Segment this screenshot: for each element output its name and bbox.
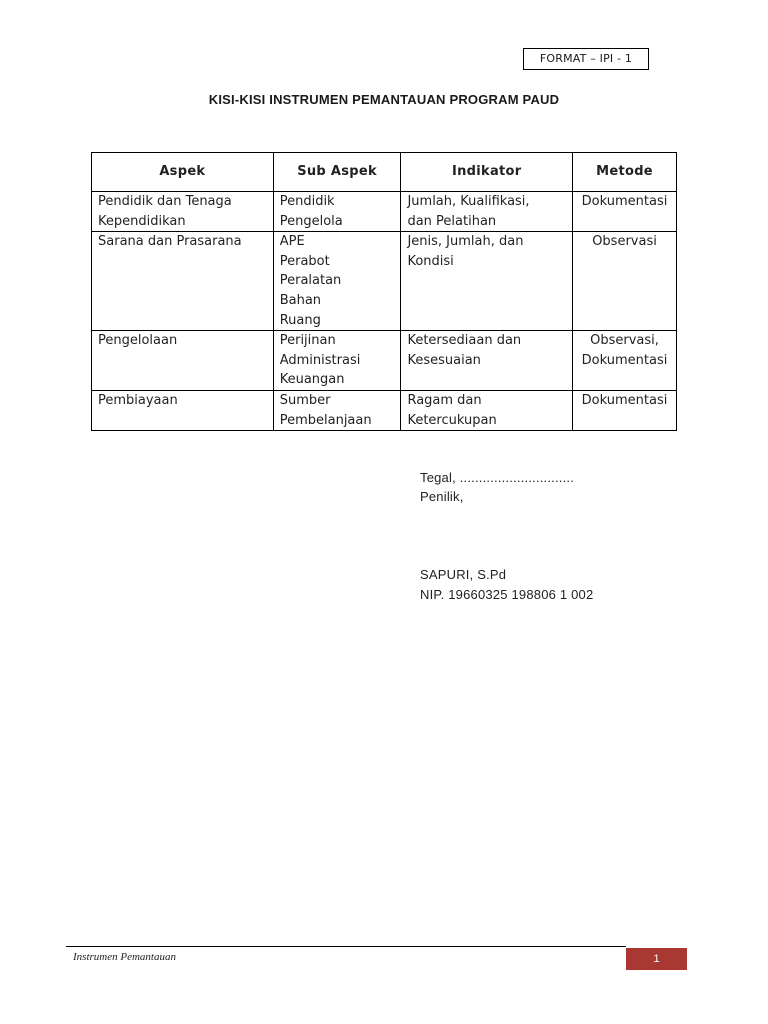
cell-indikator — [401, 331, 573, 391]
cell-indikator — [401, 192, 573, 232]
cell-text: Ruang — [279, 312, 321, 328]
cell-text: Administrasi — [279, 352, 361, 368]
cell-text: Jumlah, Kualifikasi, — [407, 194, 530, 209]
footer-divider — [66, 946, 626, 947]
document-title: KISI-KISI INSTRUMEN PEMANTAUAN PROGRAM PAUD — [208, 92, 560, 107]
cell-text: Observasi — [592, 234, 657, 250]
table-row — [92, 192, 677, 232]
cell-text: Pendidik dan Tenaga — [98, 194, 232, 209]
cell-aspek — [92, 331, 274, 391]
cell-text: Ketercukupan — [407, 412, 497, 428]
cell-text: Pembelanjaan — [279, 412, 372, 428]
cell-metode — [573, 331, 677, 391]
table-row — [92, 390, 677, 430]
cell-sub-aspek — [273, 192, 401, 232]
header-metode: Metode — [573, 153, 677, 192]
cell-text: Sarana dan Prasarana — [98, 234, 242, 250]
cell-text: Peralatan — [279, 273, 342, 289]
cell-metode — [573, 390, 677, 430]
cell-text: APE — [279, 234, 305, 250]
cell-text: Kependidikan — [98, 213, 186, 229]
signature-nip: NIP. 19660325 198806 1 002 — [420, 587, 594, 602]
header-aspek: Aspek — [92, 153, 274, 192]
cell-text: Pengelolaan — [98, 333, 178, 349]
signature-role: Penilik, — [420, 489, 464, 504]
cell-text: Dokumentasi — [581, 352, 668, 368]
page-number: 1 — [653, 953, 660, 965]
cell-text: Ketersediaan dan — [407, 333, 522, 349]
cell-indikator — [401, 390, 573, 430]
cell-text: Ragam dan — [407, 392, 482, 408]
cell-text: Kondisi — [407, 253, 454, 269]
cell-text: Jenis, Jumlah, dan — [407, 234, 524, 250]
cell-text: Pendidik — [279, 194, 335, 209]
cell-aspek — [92, 390, 274, 430]
table-header-row — [92, 153, 677, 192]
cell-sub-aspek — [273, 331, 401, 391]
cell-text: Perijinan — [279, 333, 336, 349]
cell-text: Observasi, — [590, 333, 659, 349]
cell-text: Perabot — [279, 253, 330, 269]
cell-text: Sumber — [279, 392, 331, 408]
cell-aspek — [92, 232, 274, 331]
table-row — [92, 331, 677, 391]
cell-text: dan Pelatihan — [407, 213, 497, 229]
kisi-kisi-table — [91, 152, 677, 431]
footer-text: Instrumen Pemantauan — [73, 951, 176, 963]
table-row — [92, 232, 677, 331]
cell-text: Bahan — [279, 292, 322, 308]
header-indikator: Indikator — [401, 153, 573, 192]
page-number-badge — [626, 948, 687, 970]
signature-name: SAPURI, S.Pd — [420, 567, 507, 582]
cell-metode — [573, 192, 677, 232]
header-sub-aspek: Sub Aspek — [273, 153, 401, 192]
format-code-box — [523, 48, 649, 70]
cell-text: Dokumentasi — [581, 194, 668, 209]
cell-text: Dokumentasi — [581, 392, 668, 408]
cell-text: Pembiayaan — [98, 392, 178, 408]
cell-sub-aspek — [273, 390, 401, 430]
cell-text: Pengelola — [279, 213, 343, 229]
cell-metode — [573, 232, 677, 331]
cell-text: Kesesuaian — [407, 352, 481, 368]
cell-text: Keuangan — [279, 372, 345, 388]
cell-indikator — [401, 232, 573, 331]
cell-aspek — [92, 192, 274, 232]
format-code-label: FORMAT – IPI - 1 — [539, 52, 633, 65]
signature-place-date: Tegal, .............................. — [420, 470, 575, 485]
cell-sub-aspek — [273, 232, 401, 331]
